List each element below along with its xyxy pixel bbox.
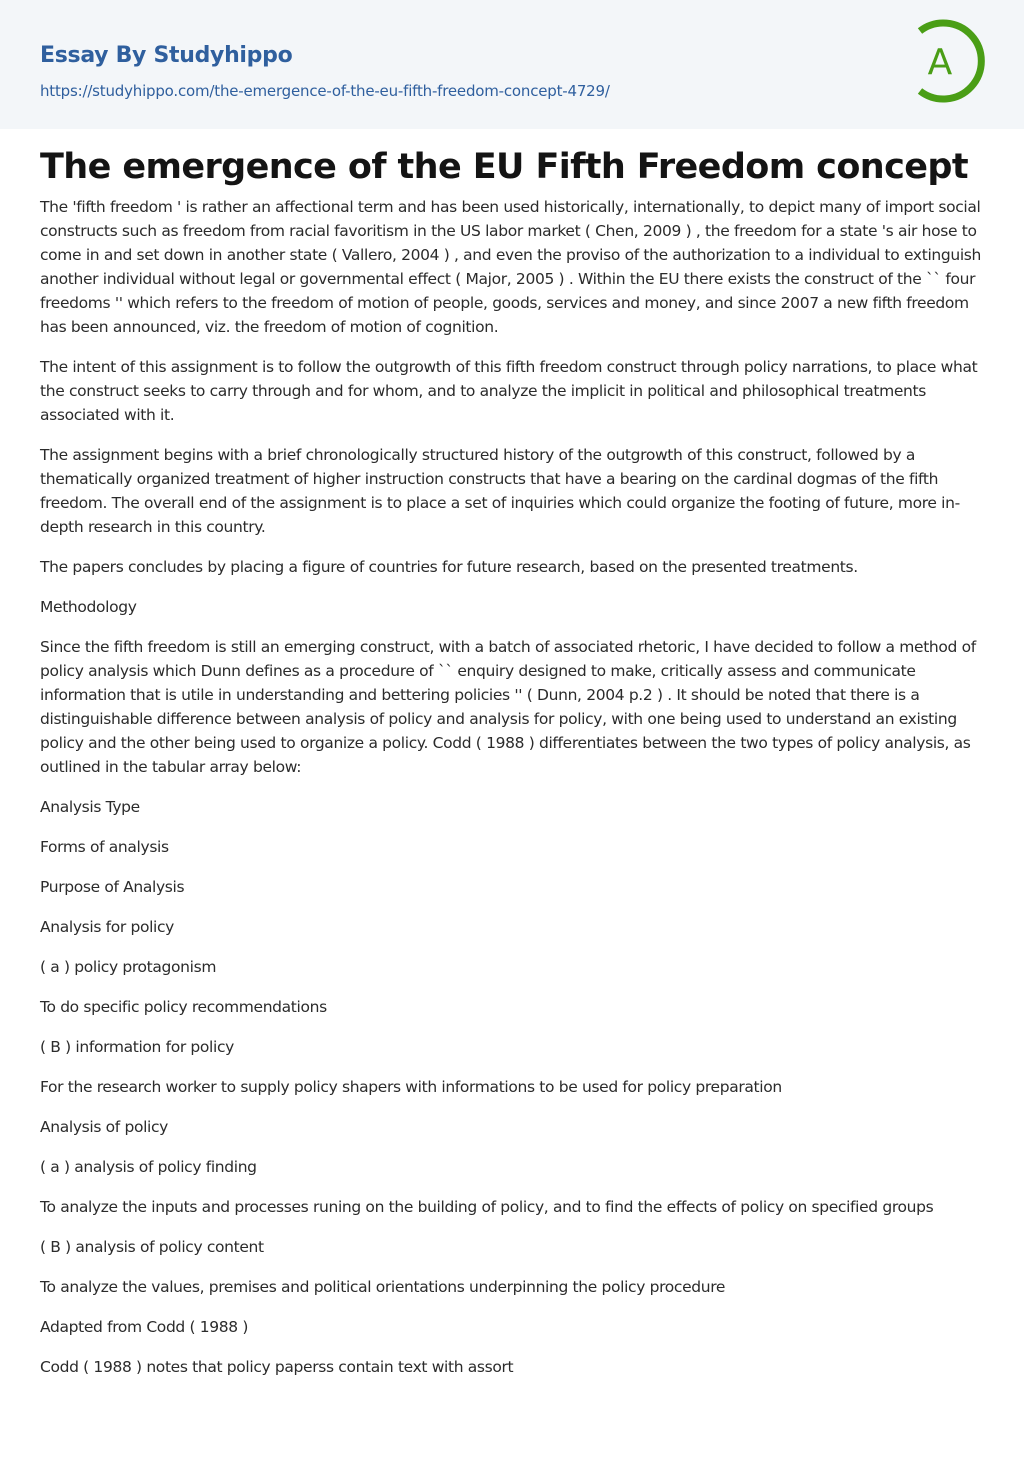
table-cell: Forms of analysis bbox=[40, 838, 169, 856]
table-cell: To analyze the values, premises and political orientations underpinning the policy procedure bbox=[40, 1278, 726, 1296]
article-title: The emergence of the EU Fifth Freedom concept bbox=[40, 147, 968, 187]
studyhippo-logo-icon[interactable] bbox=[908, 17, 992, 105]
paragraph-intent: The intent of this assignment is to follow the outgrowth of this fifth freedom construct through policy narrations, to place what the construct seeks to carry through and for whom, and to analyze the implicit in political and philosophical treatments associated with it. bbox=[40, 358, 978, 424]
table-cell: ( a ) policy protagonism bbox=[40, 958, 217, 976]
table-cell: ( a ) analysis of policy finding bbox=[40, 1158, 257, 1176]
table-caption: Adapted from Codd ( 1988 ) bbox=[40, 1318, 249, 1336]
table-cell: For the research worker to supply policy shapers with informations to be used for policy preparation bbox=[40, 1078, 782, 1096]
table-cell: Analysis of policy bbox=[40, 1118, 168, 1136]
table-cell: ( B ) information for policy bbox=[40, 1038, 234, 1056]
table-cell: To analyze the inputs and processes runing on the building of policy, and to find the effects of policy on specified groups bbox=[40, 1198, 934, 1216]
paragraph-methodology: Since the fifth freedom is still an emerging construct, with a batch of associated rhetoric, I have decided to follow a method of policy analysis which Dunn defines as a procedure of `` enquiry designed to make, critically assess and communicate information that is utile in understanding and bettering policies '' ( Dunn, 2004 p.2 ) . It should be noted that there is a distinguishable difference between analysis of policy and analysis for policy, with one being used to understand an existing policy and the other being used to organize a policy. Codd ( 1988 ) differentiates between the two types of policy analysis, as outlined in the tabular array below: bbox=[40, 638, 976, 776]
source-url-link[interactable]: https://studyhippo.com/the-emergence-of-the-eu-fifth-freedom-concept-4729/ bbox=[40, 82, 610, 100]
table-cell: Analysis Type bbox=[40, 798, 140, 816]
section-heading-methodology: Methodology bbox=[40, 598, 137, 616]
article-body bbox=[0, 145, 1024, 1379]
table-cell: ( B ) analysis of policy content bbox=[40, 1238, 264, 1256]
brand-title[interactable]: Essay By Studyhippo bbox=[40, 43, 293, 68]
paragraph-intro: The 'fifth freedom ' is rather an affectional term and has been used historically, internationally, to depict many of import social constructs such as freedom from racial favoritism in the US labor market ( Chen, 2009 ) , the freedom for a state 's air hose to come in and set down in another state ( Vallero, 2004 ) , and even the proviso of the authorization to a individual to extinguish another individual without legal or governmental effect ( Major, 2005 ) . Within the EU there exists the construct of the `` four freedoms '' which refers to the freedom of motion of people, goods, services and money, and since 2007 a new fifth freedom has been announced, viz. the freedom of motion of cognition. bbox=[40, 198, 982, 336]
table-cell: To do specific policy recommendations bbox=[40, 998, 327, 1016]
table-cell: Analysis for policy bbox=[40, 918, 175, 936]
table-cell: Purpose of Analysis bbox=[40, 878, 185, 896]
site-header bbox=[0, 0, 1024, 129]
paragraph-structure: The assignment begins with a brief chronologically structured history of the outgrowth of this construct, followed by a thematically organized treatment of higher instruction constructs that have a bearing on the cardinal dogmas of the fifth freedom. The overall end of the assignment is to place a set of inquiries which could organize the footing of future, more in-depth research in this country. bbox=[40, 446, 960, 536]
paragraph-truncated: Codd ( 1988 ) notes that policy paperss contain text with assort bbox=[40, 1358, 514, 1376]
paragraph-conclusion: The papers concludes by placing a figure of countries for future research, based on the presented treatments. bbox=[40, 558, 858, 576]
logo-letter: A bbox=[927, 42, 953, 83]
